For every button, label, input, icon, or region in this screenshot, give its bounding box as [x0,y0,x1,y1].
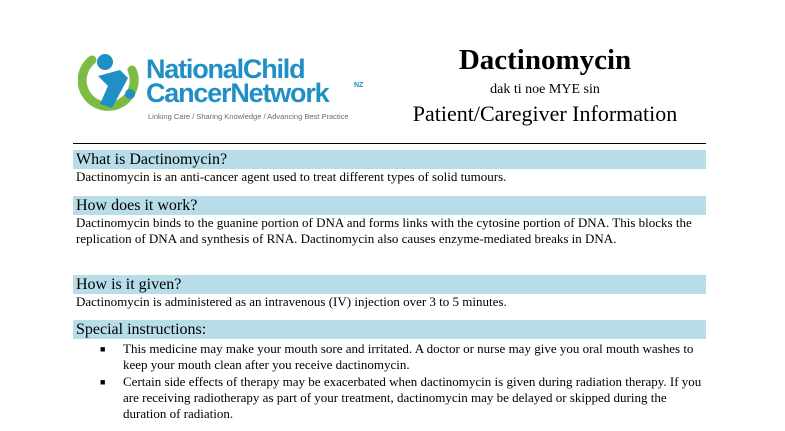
section-heading: What is Dactinomycin? [73,150,706,169]
logo-emblem-icon [78,48,142,120]
logo-tagline: Linking Care / Sharing Knowledge / Advancing Best Practice [148,112,349,121]
instruction-list [73,341,706,422]
section-text: Dactinomycin is an anti-cancer agent used to treat different types of solid tumours. [76,169,507,184]
section-text: Dactinomycin binds to the guanine portion of DNA and forms links with the cytosine portion of DNA. This blocks the replication of DNA and synthesis of RNA. Dactinomycin also causes enzyme-mediated breaks in DNA. [76,215,692,246]
logo-nz-mark: NZ [354,82,364,89]
section-what-is [73,150,706,185]
document-header [395,46,695,125]
section-heading: Special instructions: [73,320,706,339]
section-how-given [73,275,706,310]
pronunciation: dak ti noe MYE sin [490,82,600,97]
document-subtitle: Patient/Caregiver Information [412,101,678,126]
organisation-logo [78,44,378,126]
section-text: Dactinomycin is administered as an intravenous (IV) injection over 3 to 5 minutes. [76,294,507,309]
list-item: ■ This medicine may make your mouth sore and irritated. A doctor or nurse may give you oral mouth washes to keep your mouth clean after you receive dactinomycin. [100,341,694,372]
bullet-icon: ■ [100,377,106,387]
bullet-icon: ■ [100,344,106,354]
logo-line-1: NationalChild [146,54,305,84]
section-heading: How does it work? [73,196,706,215]
logo-line-2: CancerNetwork [146,78,329,108]
section-heading: How is it given? [73,275,706,294]
section-special-instructions [73,320,706,423]
drug-title: Dactinomycin [458,44,632,76]
list-item: ■ Certain side effects of therapy may be exacerbated when dactinomycin is given during radiation therapy. If you are receiving radiotherapy as part of your treatment, dactinomycin may be delayed or skipped during the duration of radiation. [100,374,702,421]
header-divider [73,143,706,144]
section-how-it-works [73,196,706,247]
